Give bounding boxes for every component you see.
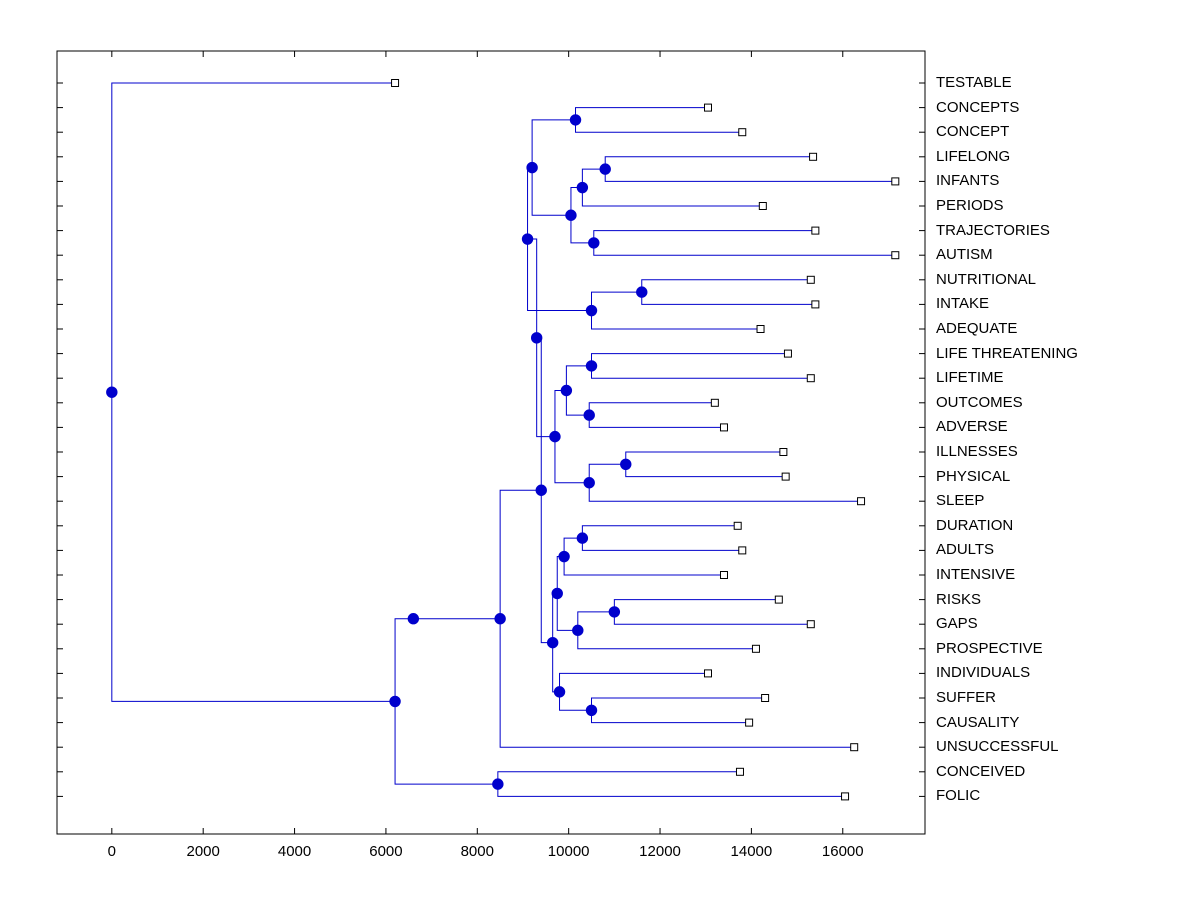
leaf-label: OUTCOMES: [936, 393, 1023, 411]
leaf-label: SLEEP: [936, 492, 985, 510]
x-tick-label: 10000: [547, 843, 590, 860]
leaf-label: ADEQUATE: [936, 320, 1018, 337]
x-axis-ticks: [112, 51, 843, 834]
leaf-label: UNSUCCESSFUL: [936, 738, 1059, 756]
leaf-label: RISKS: [936, 590, 982, 608]
leaf-label: TESTABLE: [936, 74, 1012, 91]
x-tick-label: 8000: [460, 843, 494, 860]
leaf-label: ADVERSE: [936, 418, 1008, 436]
x-tick-label: 4000: [277, 843, 312, 860]
leaf-label: NUTRITIONAL: [936, 270, 1037, 288]
x-tick-label: 2000: [186, 843, 220, 860]
leaf-label: TRAJECTORIES: [936, 221, 1050, 239]
leaf-label: ADULTS: [936, 541, 995, 559]
leaf-label: PHYSICAL: [936, 467, 1011, 485]
merge-node-markers: [107, 115, 647, 790]
leaf-label: CONCEPT: [936, 123, 1010, 141]
leaf-label: DURATION: [936, 516, 1014, 534]
leaf-label: CONCEIVED: [936, 762, 1026, 780]
leaf-label: FOLIC: [936, 787, 981, 805]
leaf-label: SUFFER: [936, 689, 996, 706]
x-tick-label: 16000: [821, 843, 864, 860]
leaf-label: AUTISM: [936, 246, 993, 264]
x-tick-label: 12000: [639, 843, 681, 860]
leaf-label: LIFELONG: [936, 147, 1011, 165]
x-tick-label: 0: [107, 843, 116, 860]
leaf-label: PERIODS: [936, 197, 1004, 214]
leaf-label: LIFETIME: [936, 369, 1004, 387]
leaf-label: INDIVIDUALS: [936, 664, 1031, 682]
x-tick-label: 6000: [369, 843, 403, 860]
axes-frame: [57, 51, 925, 834]
leaf-markers: [392, 80, 899, 800]
dendrogram-links: [112, 83, 895, 796]
leaf-label: INTAKE: [936, 295, 990, 313]
leaf-label: ILLNESSES: [936, 443, 1018, 460]
x-tick-label: 14000: [730, 843, 773, 860]
leaf-label: CAUSALITY: [936, 713, 1020, 731]
leaf-label: GAPS: [936, 615, 978, 633]
leaf-label: LIFE THREATENING: [936, 344, 1078, 362]
leaf-label: PROSPECTIVE: [936, 639, 1043, 657]
leaf-label: CONCEPTS: [936, 98, 1020, 116]
y-axis-ticks: [57, 83, 925, 796]
leaf-label: INTENSIVE: [936, 566, 1016, 583]
leaf-label: INFANTS: [936, 172, 1000, 190]
